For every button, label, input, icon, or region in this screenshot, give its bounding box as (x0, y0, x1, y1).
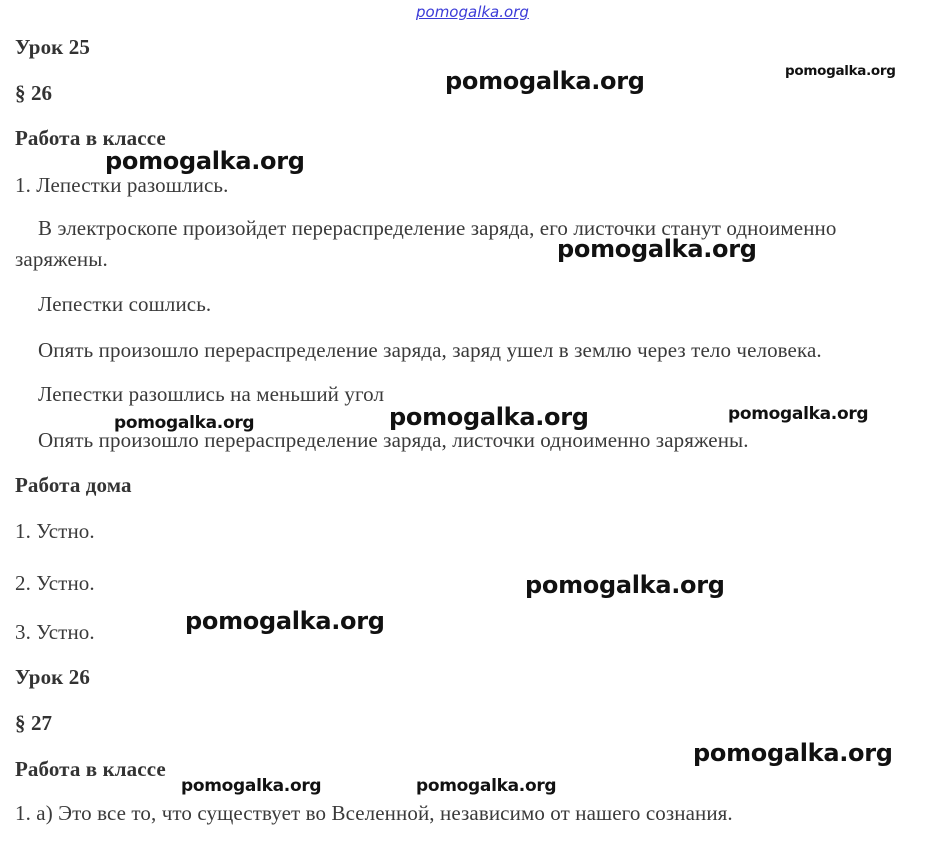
lesson-25-paragraph-4: Лепестки разошлись на меньший угол (38, 382, 385, 406)
lesson-25-classwork-heading: Работа в классе (15, 126, 166, 150)
lesson-25-paragraph-1-line-1: В электроскопе произойдет перераспределение заряда, его листочки станут одноименно (38, 216, 837, 240)
lesson-25-title: Урок 25 (15, 35, 90, 59)
lesson-26-classwork-heading: Работа в классе (15, 757, 166, 781)
lesson-25-paragraph-5: Опять произошло перераспределение заряда, листочки одноименно заряжены. (38, 428, 749, 452)
watermark: pomogalka.org (445, 67, 645, 95)
lesson-25-paragraph-3: Опять произошло перераспределение заряда, заряд ушел в землю через тело человека. (38, 338, 822, 362)
watermark: pomogalka.org (185, 607, 385, 635)
watermark: pomogalka.org (785, 63, 896, 79)
lesson-25-homework-item-1: 1. Устно. (15, 519, 95, 543)
lesson-25-homework-item-2: 2. Устно. (15, 571, 95, 595)
lesson-26-section: § 27 (15, 711, 53, 735)
watermark: pomogalka.org (181, 776, 322, 796)
watermark: pomogalka.org (114, 413, 255, 433)
watermark: pomogalka.org (728, 404, 869, 424)
watermark: pomogalka.org (105, 147, 305, 175)
lesson-26-item-1: 1. а) Это все то, что существует во Вселенной, независимо от нашего сознания. (15, 801, 733, 825)
watermark: pomogalka.org (693, 739, 893, 767)
watermark: pomogalka.org (557, 235, 757, 263)
lesson-25-section: § 26 (15, 81, 53, 105)
watermark: pomogalka.org (416, 776, 557, 796)
lesson-25-homework-heading: Работа дома (15, 473, 132, 497)
lesson-25-homework-item-3: 3. Устно. (15, 620, 95, 644)
lesson-25-paragraph-1-line-2: заряжены. (15, 247, 108, 271)
lesson-26-title: Урок 26 (15, 665, 90, 689)
lesson-25-paragraph-2: Лепестки сошлись. (38, 292, 212, 316)
top-watermark-link[interactable]: pomogalka.org (416, 3, 529, 21)
watermark: pomogalka.org (389, 403, 589, 431)
watermark: pomogalka.org (525, 571, 725, 599)
lesson-25-item-1: 1. Лепестки разошлись. (15, 173, 229, 197)
